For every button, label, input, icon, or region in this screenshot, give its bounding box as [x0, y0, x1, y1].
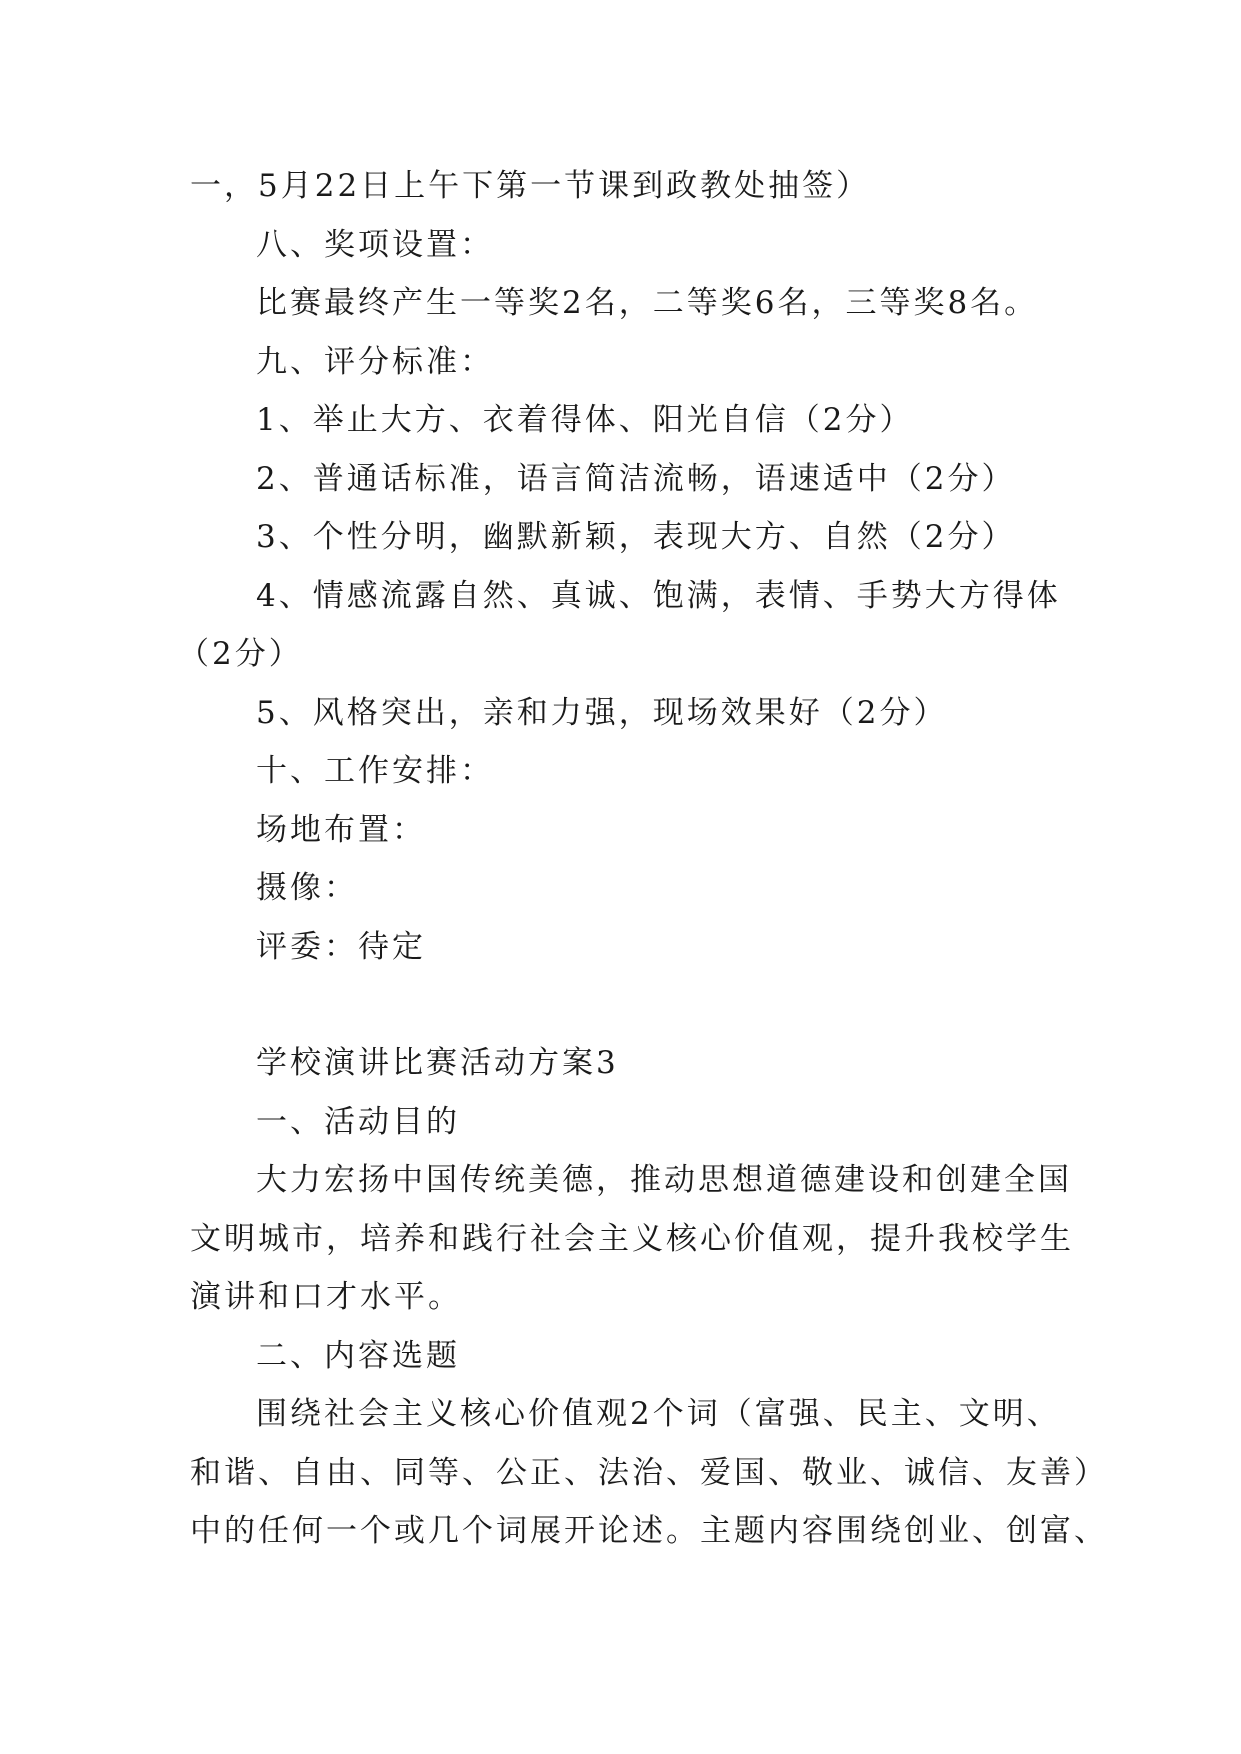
- list-item: 3、个性分明，幽默新颖，表现大方、自然（2分）: [256, 519, 1016, 555]
- paragraph-line: 文明城市，培养和践行社会主义核心价值观，提升我校学生: [190, 1221, 1074, 1257]
- list-item: 2、普通话标准，语言简洁流畅，语速适中（2分）: [256, 461, 1016, 497]
- text-line: 一，5月22日上午下第一节课到政教处抽签）: [190, 168, 871, 204]
- list-item-continuation: （2分）: [178, 636, 303, 672]
- paragraph-line: 围绕社会主义核心价值观2个词（富强、民主、文明、: [256, 1396, 1061, 1432]
- text-line: 评委：待定: [256, 929, 426, 965]
- paragraph-line: 大力宏扬中国传统美德，推动思想道德建设和创建全国: [256, 1162, 1072, 1198]
- section-heading: 九、评分标准：: [256, 344, 494, 380]
- paragraph-line: 演讲和口才水平。: [190, 1279, 462, 1315]
- text-line: 场地布置：: [256, 812, 426, 848]
- section-heading: 八、奖项设置：: [256, 227, 494, 263]
- section-heading: 一、活动目的: [256, 1104, 460, 1140]
- document-title: 学校演讲比赛活动方案3: [256, 1045, 619, 1081]
- section-heading: 十、工作安排：: [256, 753, 494, 789]
- section-heading: 二、内容选题: [256, 1338, 460, 1374]
- list-item: 1、举止大方、衣着得体、阳光自信（2分）: [256, 402, 914, 438]
- text-line: 摄像：: [256, 870, 358, 906]
- list-item: 4、情感流露自然、真诚、饱满，表情、手势大方得体: [256, 578, 1061, 614]
- paragraph-line: 中的任何一个或几个词展开论述。主题内容围绕创业、创富、: [190, 1513, 1108, 1549]
- paragraph-line: 和谐、自由、同等、公正、法治、爱国、敬业、诚信、友善）: [190, 1455, 1108, 1491]
- list-item: 5、风格突出，亲和力强，现场效果好（2分）: [256, 695, 948, 731]
- text-line: 比赛最终产生一等奖2名，二等奖6名，三等奖8名。: [256, 285, 1039, 321]
